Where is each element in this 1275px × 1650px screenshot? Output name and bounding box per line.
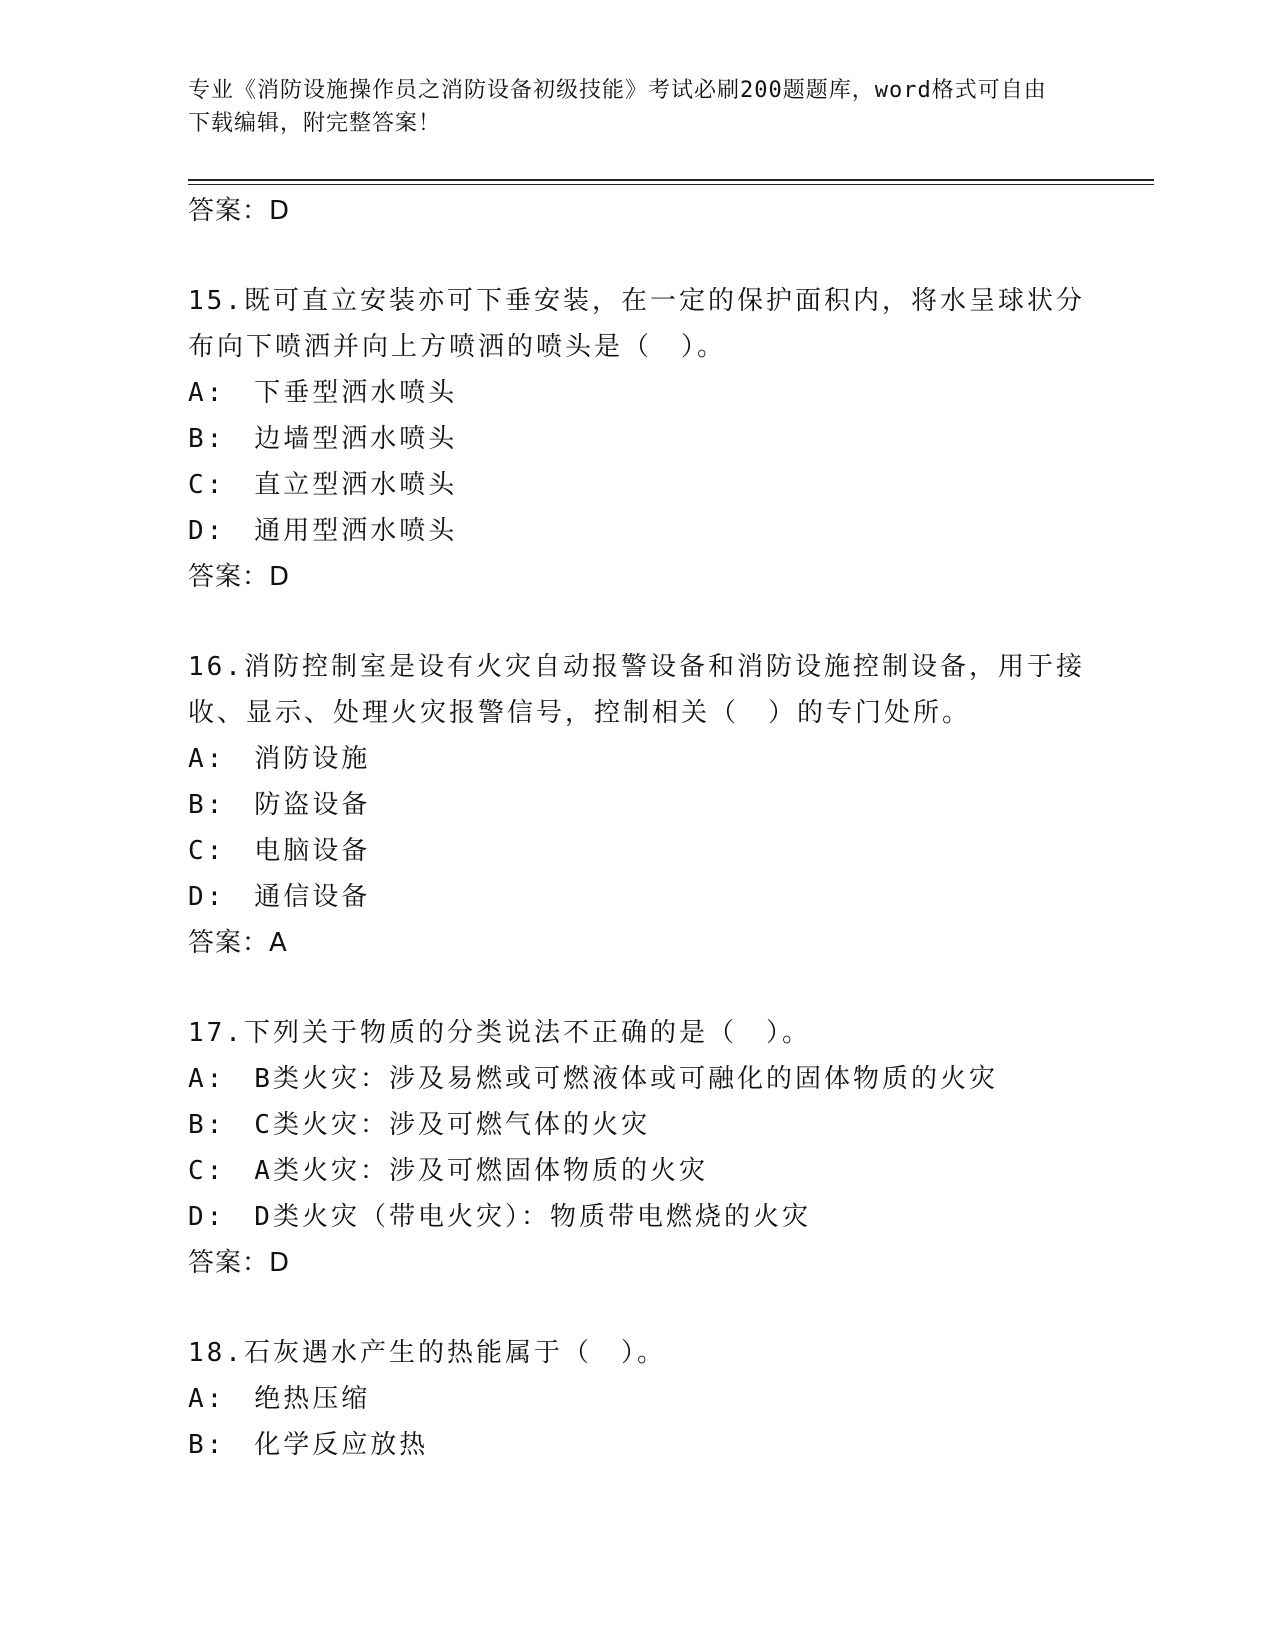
option-a: A: 下垂型洒水喷头 xyxy=(188,378,458,408)
page-header: 专业《消防设施操作员之消防设备初级技能》考试必刷200题题库，word格式可自由下载编辑，附完整答案！ xyxy=(188,78,1047,136)
option-d: D: 通用型洒水喷头 xyxy=(188,516,458,546)
question-item xyxy=(188,1010,1088,1286)
option-d: D: D类火灾（带电火灾）：物质带电燃烧的火灾 xyxy=(188,1202,811,1232)
option-c: C: 直立型洒水喷头 xyxy=(188,470,458,500)
header-divider-thin xyxy=(188,184,1154,185)
option-b: B: 防盗设备 xyxy=(188,790,371,820)
answer-line: 答案：D xyxy=(188,562,291,592)
option-a: A: 绝热压缩 xyxy=(188,1384,371,1414)
option-a: A: B类火灾：涉及易燃或可燃液体或可融化的固体物质的火灾 xyxy=(188,1064,998,1094)
option-a: A: 消防设施 xyxy=(188,744,371,774)
question-item xyxy=(188,644,1088,966)
answer-line: 答案：A xyxy=(188,928,288,958)
question-list xyxy=(188,188,1088,1468)
answer-line: 答案：D xyxy=(188,1248,291,1278)
answer-line: 答案：D xyxy=(188,196,291,226)
header-divider xyxy=(188,179,1154,181)
question-stem: 17.下列关于物质的分类说法不正确的是（ ）。 xyxy=(188,1018,811,1048)
option-c: C: A类火灾：涉及可燃固体物质的火灾 xyxy=(188,1156,708,1186)
question-stem: 15.既可直立安装亦可下垂安装，在一定的保护面积内，将水呈球状分布向下喷洒并向上方喷洒的喷头是（ ）。 xyxy=(188,286,1085,362)
question-item xyxy=(188,278,1088,600)
option-b: B: C类火灾：涉及可燃气体的火灾 xyxy=(188,1110,650,1140)
option-c: C: 电脑设备 xyxy=(188,836,371,866)
option-b: B: 边墙型洒水喷头 xyxy=(188,424,458,454)
question-stem: 18.石灰遇水产生的热能属于（ ）。 xyxy=(188,1338,666,1368)
option-d: D: 通信设备 xyxy=(188,882,371,912)
question-stem: 16.消防控制室是设有火灾自动报警设备和消防设施控制设备，用于接收、显示、处理火灾报警信号，控制相关（ ）的专门处所。 xyxy=(188,652,1085,728)
option-b: B: 化学反应放热 xyxy=(188,1430,429,1460)
question-item xyxy=(188,1330,1088,1468)
